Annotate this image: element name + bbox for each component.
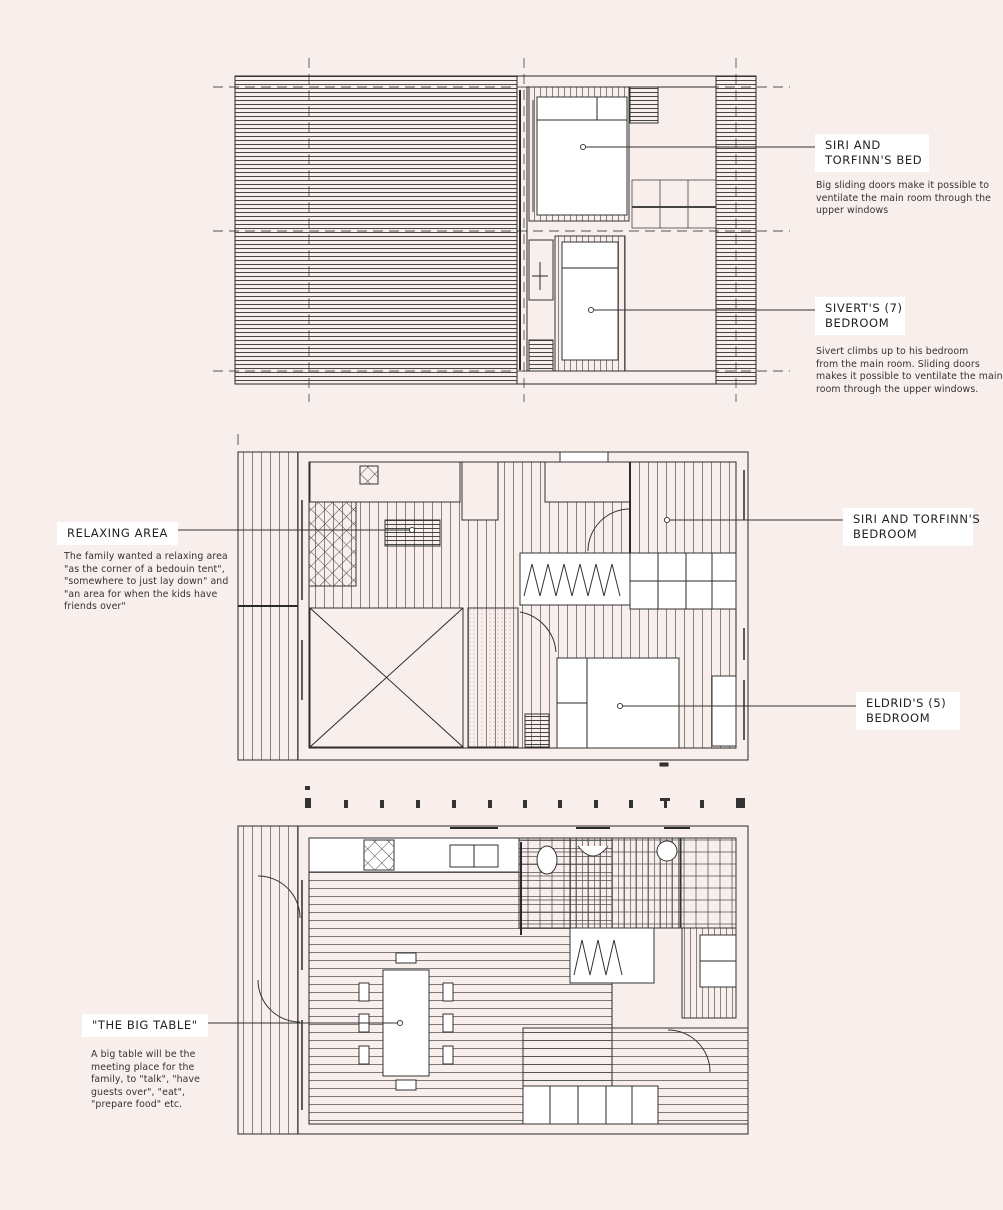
relaxing-area-title: RELAXING AREA — [67, 526, 169, 540]
big-table-label — [82, 1014, 208, 1037]
loft-plan — [213, 58, 790, 402]
note-line: ventilate the main room through the — [816, 192, 992, 204]
siverts-bedroom-note — [816, 346, 1003, 396]
note-line: The family wanted a relaxing area — [64, 551, 228, 562]
note-line: guests over", "eat", — [91, 1086, 186, 1098]
note-line: "prepare food" etc. — [91, 1099, 183, 1111]
note-line: room through the upper windows. — [816, 383, 979, 395]
siri-torfinn-bedroom-title-1: SIRI AND TORFINN'S — [853, 512, 981, 526]
siri-torfinn-bedroom-title-2: BEDROOM — [853, 527, 918, 541]
siverts-bedroom-title-1: SIVERT'S (7) — [825, 301, 903, 315]
siri-torfinn-bed-note — [816, 180, 991, 218]
note-line: Big sliding doors make it possible to — [816, 180, 990, 191]
eldrids-bedroom-title-2: BEDROOM — [866, 711, 931, 725]
eldrids-bedroom-label — [856, 692, 960, 730]
ground-floor-plan — [238, 826, 748, 1134]
note-line: upper windows — [816, 205, 889, 217]
eldrid-marker — [617, 703, 622, 708]
first-floor-plan — [238, 434, 748, 766]
siverts-bedroom-label — [815, 297, 905, 335]
siri-torfinn-bed-title-2: TORFINN'S BED — [825, 153, 923, 167]
note-line: family, to "talk", "have — [91, 1074, 201, 1086]
note-line: from the main room. Sliding doors — [816, 358, 980, 370]
note-line: "as the corner of a bedouin tent", — [64, 563, 225, 575]
big-table-title: "THE BIG TABLE" — [92, 1018, 198, 1032]
big-table-note — [91, 1049, 200, 1112]
relax-marker — [409, 527, 414, 532]
eldrids-bedroom-title-1: ELDRID'S (5) — [866, 696, 947, 710]
note-line: meeting place for the — [91, 1061, 195, 1073]
note-line: friends over" — [64, 601, 126, 613]
siri-bedroom-marker — [664, 517, 669, 522]
note-line: "somewhere to just lay down" and — [64, 576, 229, 588]
relaxing-area-note — [64, 551, 228, 614]
column-markers — [305, 786, 745, 808]
note-line: Sivert climbs up to his bedroom — [816, 346, 969, 357]
siri-torfinn-bed-label — [815, 134, 929, 172]
bed-marker — [580, 144, 585, 149]
sivert-marker — [588, 307, 593, 312]
table-marker — [397, 1020, 402, 1025]
siverts-bedroom-title-2: BEDROOM — [825, 316, 890, 330]
note-line: "an area for when the kids have — [64, 588, 218, 600]
siri-torfinn-bedroom-label — [843, 508, 981, 546]
note-line: makes it possible to ventilate the main — [816, 371, 1003, 383]
relaxing-area-label — [57, 522, 178, 545]
note-line: A big table will be the — [91, 1049, 196, 1060]
siri-torfinn-bed-title-1: SIRI AND — [825, 138, 881, 152]
